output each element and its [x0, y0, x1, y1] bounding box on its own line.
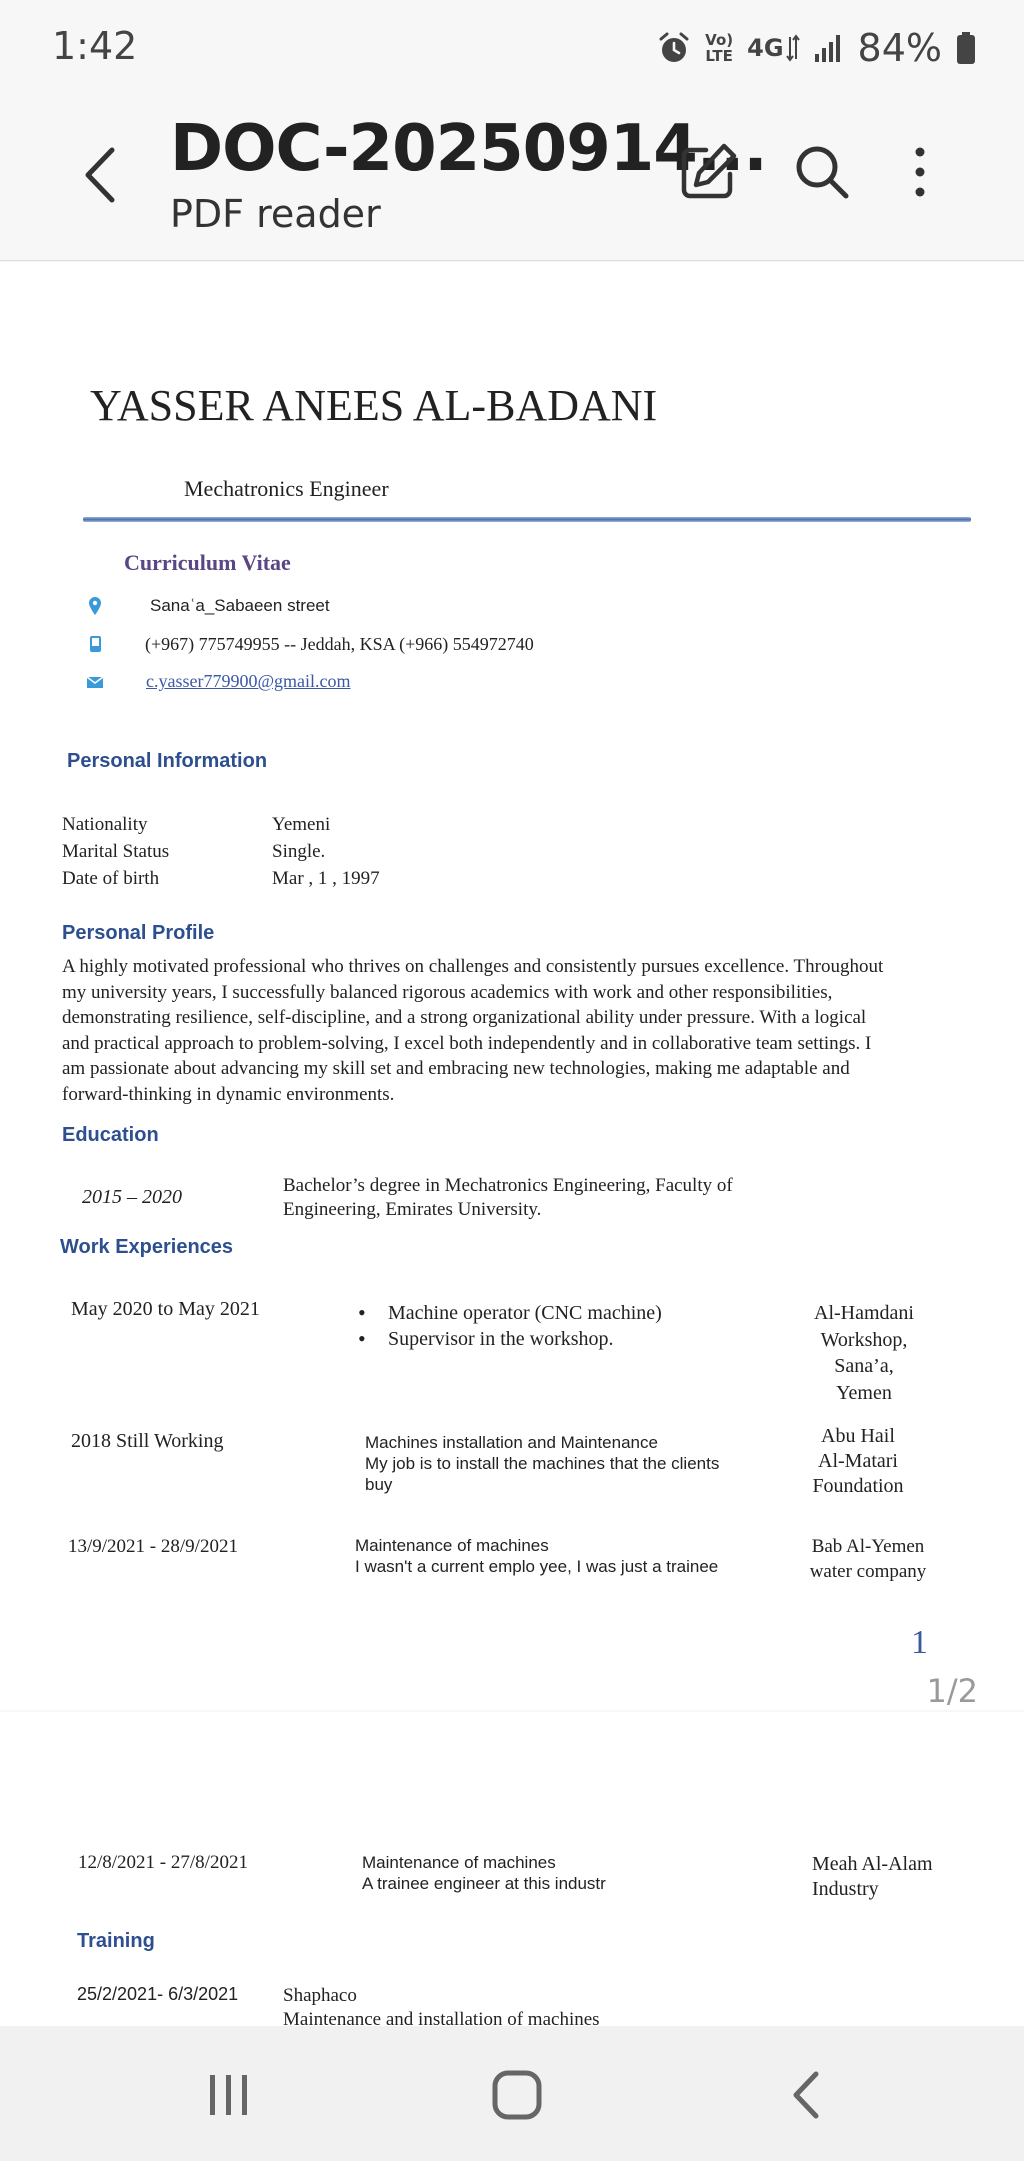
page-indicator: 1/2	[926, 1672, 978, 1710]
job-2-place	[798, 1424, 918, 1499]
cv-heading: Curriculum Vitae	[124, 550, 291, 575]
job-3-place-1: Bab Al-Yemen	[811, 1536, 925, 1557]
job-2-desc-1: Machines installation and Maintenance	[365, 1433, 658, 1452]
job-3-place-2: water company	[809, 1561, 927, 1582]
alarm-icon	[657, 31, 691, 65]
job-2-place-3: Foundation	[812, 1475, 904, 1497]
recent-apps-icon[interactable]	[204, 2070, 254, 2120]
job-2-desc	[365, 1432, 719, 1495]
job-3-desc-1: Maintenance of machines	[355, 1536, 549, 1555]
info-label-nationality: Nationality	[62, 814, 148, 835]
system-nav-bar	[0, 2026, 1024, 2161]
profile-text: A highly motivated professional who thrives on challenges and consistently pursues excellence. Throughout my university years, I successfully balanced rigorous academics with work and other responsibilities, demonstrating resilience, self-discipline, and a strong organizational ability under pressure. With a logical and practical approach to problem-solving, I excel both independently and in collaborative team settings. I am passionate about advancing my skill set and embracing new technologies, making me adaptable and forward-thinking in dynamic environments.	[62, 956, 884, 1105]
info-value-marital: Single.	[272, 841, 326, 862]
personal-info-heading: Personal Information	[67, 750, 268, 772]
volte-top: Vo)	[705, 31, 734, 49]
info-label-dob: Date of birth	[62, 868, 160, 889]
training-date: 25/2/2021- 6/3/2021	[77, 1984, 239, 2004]
education-years: 2015 – 2020	[82, 1186, 182, 1208]
status-icons	[657, 26, 976, 70]
info-value-dob: Mar , 1 , 1997	[272, 868, 380, 889]
volte-indicator	[705, 32, 733, 64]
edit-icon[interactable]	[676, 140, 740, 204]
volte-bottom: LTE	[705, 47, 733, 65]
battery-icon	[956, 31, 976, 65]
cv-name: YASSER ANEES AL-BADANI	[90, 381, 658, 430]
job-4-desc-1: Maintenance of machines	[362, 1853, 556, 1872]
battery-percent: 84%	[857, 26, 942, 70]
job-3-desc	[355, 1535, 718, 1577]
job-2-place-2: Al-Matari	[818, 1450, 898, 1472]
job-3-date: 13/9/2021 - 28/9/2021	[68, 1536, 238, 1557]
status-time: 1:42	[52, 24, 138, 68]
pdf-page-1[interactable]	[0, 262, 1024, 1710]
header-rule	[83, 517, 971, 522]
job-2-desc-2: My job is to install the machines that the clients	[365, 1454, 720, 1473]
data-arrows-icon	[786, 33, 800, 63]
job-1-place-1: Al-Hamdani	[814, 1302, 914, 1324]
document-title: DOC-20250914...	[170, 112, 767, 186]
pdf-page-number: 1	[911, 1624, 928, 1661]
job-3-desc-2: I wasn't a current emplo yee, I was just a trainee	[355, 1557, 719, 1576]
app-subtitle: PDF reader	[170, 192, 381, 236]
job-1-duties	[356, 1300, 662, 1352]
signal-icon	[814, 32, 844, 64]
home-icon[interactable]	[490, 2068, 544, 2122]
location-pin-icon	[86, 596, 104, 616]
job-1-date: May 2020 to May 2021	[71, 1298, 260, 1320]
job-4-desc	[362, 1852, 606, 1894]
job-4-place-2: Industry	[812, 1878, 879, 1900]
job-4-place	[812, 1852, 933, 1902]
job-4-place-1: Meah Al-Alam	[812, 1853, 933, 1875]
network-type: 4G	[747, 34, 784, 62]
cv-role: Mechatronics Engineer	[184, 476, 389, 501]
info-value-nationality: Yemeni	[272, 814, 331, 835]
job-1-place-3: Sana’a,	[834, 1355, 894, 1377]
education-heading: Education	[62, 1124, 159, 1146]
contact-address: Sanaʿa_Sabaeen street	[150, 596, 330, 615]
network-indicator	[747, 33, 799, 63]
education-degree	[283, 1174, 733, 1222]
search-icon[interactable]	[790, 140, 854, 204]
email-icon	[86, 672, 104, 692]
status-bar	[0, 0, 1024, 96]
more-options-icon[interactable]	[888, 140, 952, 204]
job-1-place	[794, 1300, 934, 1406]
job-2-date: 2018 Still Working	[71, 1430, 224, 1452]
profile-heading: Personal Profile	[62, 922, 215, 944]
job-2-desc-3: buy	[365, 1475, 393, 1494]
job-1-place-4: Yemen	[836, 1381, 892, 1404]
training-desc: Maintenance and installation of machines	[283, 2009, 600, 2026]
education-line-2: Engineering, Emirates University.	[283, 1199, 542, 1220]
back-nav-icon[interactable]	[786, 2068, 826, 2122]
job-1-place-2: Workshop,	[820, 1328, 908, 1351]
job-4-date: 12/8/2021 - 27/8/2021	[78, 1852, 248, 1873]
job-3-place	[798, 1534, 938, 1584]
back-arrow-icon[interactable]	[76, 140, 126, 210]
contact-email-link[interactable]: c.yasser779900@gmail.com	[146, 671, 351, 691]
job-4-desc-2: A trainee engineer at this industr	[362, 1874, 606, 1893]
pdf-page-2[interactable]	[0, 1712, 1024, 2026]
work-heading: Work Experiences	[60, 1236, 234, 1258]
phone-icon	[86, 634, 104, 654]
job-2-place-1: Abu Hail	[821, 1425, 895, 1447]
app-bar	[0, 96, 1024, 261]
training-org: Shaphaco	[283, 1985, 357, 2006]
info-label-marital: Marital Status	[62, 841, 170, 862]
training-heading: Training	[77, 1930, 155, 1952]
contact-phone	[145, 634, 534, 655]
job-1-duty-2: • Supervisor in the workshop.	[356, 1326, 662, 1352]
training-detail	[283, 1984, 600, 2026]
job-1-duty-1: • Machine operator (CNC machine)	[356, 1300, 662, 1326]
contact-phone-text: (+967) 775749955 -- Jeddah, KSA (+966) 554972740	[145, 634, 534, 654]
education-line-1: Bachelor’s degree in Mechatronics Engineering, Faculty of	[283, 1175, 733, 1196]
